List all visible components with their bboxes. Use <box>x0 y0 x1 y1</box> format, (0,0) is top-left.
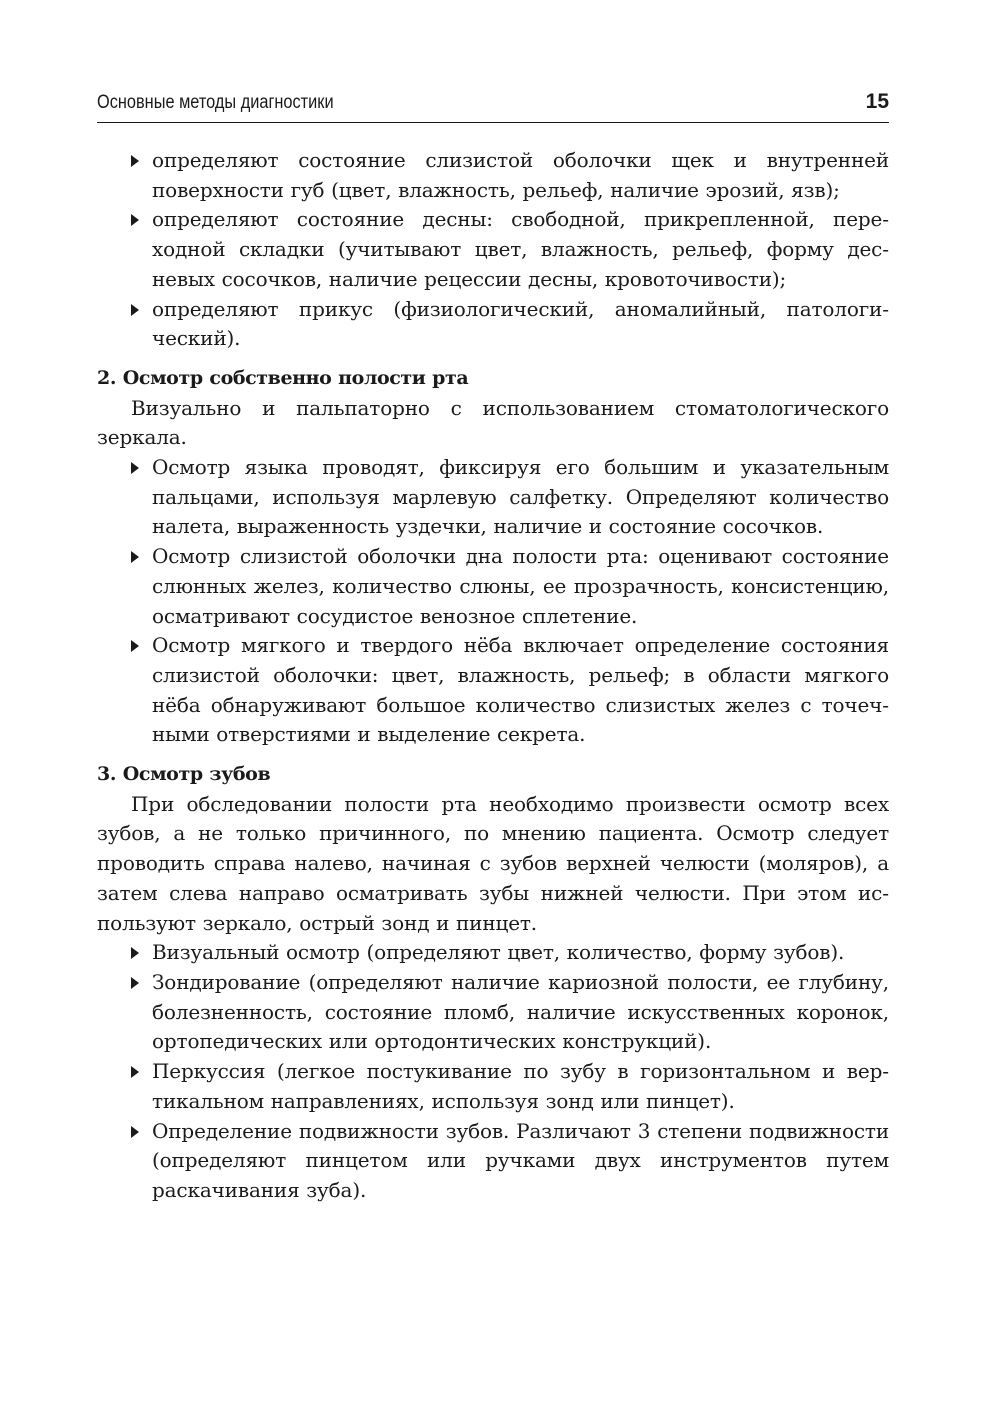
triangle-bullet-icon <box>131 214 139 226</box>
list-item-text: Осмотр языка проводят, фиксируя его большим и указательным пальцами, используя марлевую салфетку. Определяют количество налета, выраженность уздечки, наличие и состояние сосочков. <box>152 455 889 539</box>
triangle-bullet-icon <box>131 551 139 563</box>
list-item-text: Осмотр слизистой оболочки дна полости рта: оценивают состояние слюнных желез, количество слюны, ее прозрачность, консистенцию, осматривают сосудистое венозное сплетение. <box>152 544 889 628</box>
list-item-text: Визуальный осмотр (определяют цвет, количество, форму зубов). <box>152 940 845 965</box>
list-item-text: Определение подвижности зубов. Различают 3 степени подвижности (определяют пинцетом или ручками двух инструментов путем раскачивания зуба). <box>152 1118 889 1202</box>
triangle-bullet-icon <box>131 1126 139 1138</box>
triangle-bullet-icon <box>131 155 139 167</box>
paragraph: При обследовании полости рта необходимо произвести осмотр всех зубов, а не только причинного, по мнению пациента. Осмотр следует проводить справа налево, начиная с зубов верхней челюсти (моляров), а затем слева направо осматривать зубы нижней челюсти. При этом используют зеркало, острый зонд и пинцет. <box>97 791 889 935</box>
running-head <box>97 88 889 123</box>
list-item <box>97 295 889 354</box>
running-title: Основные методы диагностики <box>97 92 334 113</box>
list-item <box>97 968 889 1057</box>
list-item-text: Зондирование (определяют наличие кариозной полости, ее глубину, болезненность, состояние пломб, наличие искусственных коронок, ортопедических или ортодонтических конструкций). <box>152 969 889 1054</box>
section-heading: 3. Осмотр зубов <box>97 763 271 786</box>
list-item <box>97 542 889 631</box>
triangle-bullet-icon <box>131 977 139 989</box>
section-heading: 2. Осмотр собственно полости рта <box>97 366 469 389</box>
list-item <box>97 146 889 205</box>
list-item-text: Перкуссия (легкое постукивание по зубу в горизонтальном и вертикальном направлениях, используя зонд или пинцет). <box>152 1059 889 1113</box>
page-number: 15 <box>865 90 889 113</box>
list-item <box>97 938 889 968</box>
list-item <box>97 1057 889 1116</box>
triangle-bullet-icon <box>131 462 139 474</box>
triangle-bullet-icon <box>131 1066 139 1078</box>
list-item-text: определяют состояние десны: свободной, прикрепленной, переходной складки (учитывают цвет, влажность, рельеф, форму десневых сосочков, наличие рецессии десны, кровоточивости); <box>152 207 889 291</box>
triangle-bullet-icon <box>131 304 139 316</box>
list-item-text: Осмотр мягкого и твердого нёба включает определение состояния слизистой оболочки: цвет, влажность, рельеф; в области мягкого нёба обнаруживают большое количество слизистых желез с точечными отверстиями и выделение секрета. <box>152 633 889 747</box>
list-item <box>97 631 889 750</box>
triangle-bullet-icon <box>131 640 139 652</box>
list-item <box>97 1117 889 1206</box>
list-item-text: определяют состояние слизистой оболочки щек и внутренней поверхности губ (цвет, влажность, рельеф, наличие эрозий, язв); <box>152 148 889 202</box>
list-item <box>97 453 889 542</box>
paragraph: Визуально и пальпаторно с использованием стоматологического зеркала. <box>97 395 889 450</box>
page-content <box>97 146 889 1206</box>
list-item <box>97 205 889 294</box>
triangle-bullet-icon <box>131 947 139 959</box>
list-item-text: определяют прикус (физиологический, аномалийный, патологический). <box>152 296 889 351</box>
